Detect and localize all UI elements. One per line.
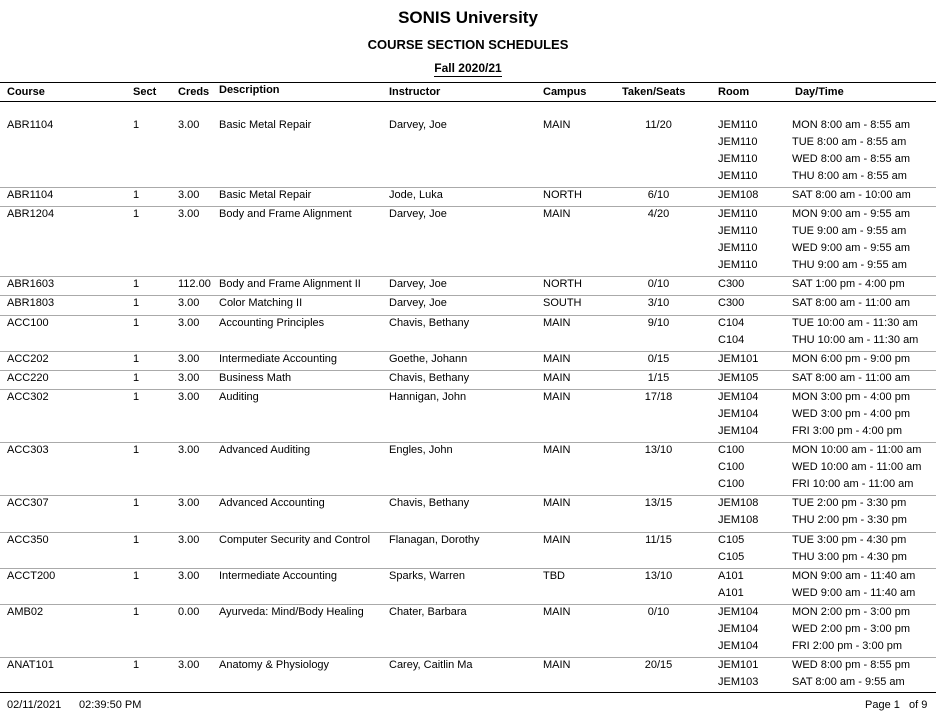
cell-sect: 1: [133, 189, 140, 201]
room-entry: JEM101: [718, 659, 759, 671]
day-time-entry: MON 6:00 pm - 9:00 pm: [792, 353, 910, 365]
column-header-row: [0, 82, 936, 102]
cell-description: Auditing: [219, 391, 259, 403]
room-entry: JEM110: [718, 242, 758, 254]
cell-course: ABR1104: [7, 189, 54, 201]
cell-creds: 3.00: [178, 353, 200, 365]
table-row: [0, 315, 936, 352]
cell-course: ANAT101: [7, 659, 54, 671]
report-term: [0, 61, 936, 75]
cell-instructor: Darvey, Joe: [389, 119, 447, 131]
cell-taken-seats: 0/10: [647, 606, 670, 618]
cell-creds: 3.00: [178, 391, 200, 403]
day-time-entry: SAT 8:00 am - 11:00 am: [792, 297, 911, 309]
cell-instructor: Chavis, Bethany: [389, 372, 470, 384]
day-time-entry: MON 8:00 am - 8:55 am: [792, 119, 910, 131]
cell-creds: 3.00: [178, 659, 200, 671]
cell-campus: MAIN: [543, 606, 571, 618]
cell-sect: 1: [133, 659, 140, 671]
day-time-entry: MON 10:00 am - 11:00 am: [792, 444, 922, 456]
cell-sect: 1: [133, 570, 140, 582]
room-entry: JEM110: [718, 225, 758, 237]
cell-day-times: [792, 117, 910, 185]
cell-sect: 1: [133, 297, 140, 309]
day-time-entry: WED 8:00 am - 8:55 am: [792, 153, 910, 165]
table-row: [0, 370, 936, 390]
cell-instructor: Hannigan, John: [389, 391, 467, 403]
cell-campus: SOUTH: [543, 297, 582, 309]
cell-description: Basic Metal Repair: [219, 189, 312, 201]
cell-rooms: [718, 187, 758, 204]
cell-creds: 3.00: [178, 570, 200, 582]
cell-creds: 3.00: [178, 297, 200, 309]
cell-campus: TBD: [543, 570, 565, 582]
cell-instructor: Sparks, Warren: [389, 570, 466, 582]
cell-sect: 1: [133, 444, 140, 456]
room-entry: JEM108: [718, 189, 759, 201]
cell-instructor: Jode, Luka: [389, 189, 443, 201]
room-entry: JEM110: [718, 136, 758, 148]
room-entry: JEM110: [718, 208, 758, 220]
day-time-entry: MON 3:00 pm - 4:00 pm: [792, 391, 910, 403]
cell-day-times: [792, 315, 918, 349]
cell-rooms: [718, 389, 758, 440]
cell-campus: MAIN: [543, 353, 571, 365]
cell-rooms: [718, 206, 758, 274]
cell-instructor: Engles, John: [389, 444, 453, 456]
cell-sect: 1: [133, 372, 140, 384]
cell-day-times: [792, 295, 910, 312]
room-entry: JEM105: [718, 372, 759, 384]
day-time-entry: WED 8:00 pm - 8:55 pm: [792, 659, 910, 671]
table-row: [0, 276, 936, 296]
print-date: 02/11/2021: [7, 699, 62, 711]
cell-taken-seats: 3/10: [647, 297, 670, 309]
cell-day-times: [792, 276, 905, 293]
footer-divider: [0, 692, 936, 693]
cell-sect: 1: [133, 278, 140, 290]
room-entry: JEM110: [718, 259, 758, 271]
room-entry: JEM108: [718, 514, 759, 526]
day-time-entry: THU 9:00 am - 9:55 am: [792, 259, 907, 271]
cell-creds: 112.00: [178, 278, 211, 290]
cell-rooms: [718, 370, 758, 387]
cell-instructor: Darvey, Joe: [389, 208, 447, 220]
room-entry: JEM104: [718, 606, 759, 618]
cell-course: ACC303: [7, 444, 49, 456]
cell-instructor: Chater, Barbara: [389, 606, 467, 618]
room-entry: JEM108: [718, 497, 759, 509]
cell-creds: 3.00: [178, 119, 200, 131]
day-time-entry: THU 3:00 pm - 4:30 pm: [792, 551, 907, 563]
cell-description: Accounting Principles: [219, 317, 325, 329]
cell-rooms: [718, 276, 744, 293]
cell-campus: MAIN: [543, 391, 571, 403]
cell-course: ACC100: [7, 317, 49, 329]
table-row: [0, 187, 936, 207]
cell-description: Intermediate Accounting: [219, 570, 338, 582]
cell-taken-seats: 13/15: [644, 497, 673, 509]
cell-course: ACC220: [7, 372, 49, 384]
table-row: [0, 568, 936, 605]
cell-campus: MAIN: [543, 372, 571, 384]
table-row: [0, 495, 936, 533]
cell-taken-seats: 13/10: [644, 444, 673, 456]
cell-instructor: Goethe, Johann: [389, 353, 468, 365]
room-entry: C104: [718, 317, 745, 329]
day-time-entry: SAT 8:00 am - 11:00 am: [792, 372, 911, 384]
cell-instructor: Chavis, Bethany: [389, 497, 470, 509]
cell-creds: 0.00: [178, 606, 200, 618]
col-sect: Sect: [133, 86, 157, 98]
cell-description: Advanced Accounting: [219, 497, 325, 509]
day-time-entry: SAT 8:00 am - 9:55 am: [792, 676, 905, 688]
room-entry: A101: [718, 587, 744, 599]
cell-course: ABR1603: [7, 278, 55, 290]
room-entry: C300: [718, 297, 745, 309]
table-row: [0, 206, 936, 277]
cell-instructor: Darvey, Joe: [389, 278, 447, 290]
day-time-entry: SAT 1:00 pm - 4:00 pm: [792, 278, 905, 290]
room-entry: JEM101: [718, 353, 759, 365]
cell-description: Computer Security and Control: [219, 534, 371, 546]
cell-description: Ayurveda: Mind/Body Healing: [219, 606, 364, 618]
cell-creds: 3.00: [178, 189, 200, 201]
cell-taken-seats: 1/15: [647, 372, 670, 384]
cell-instructor: Chavis, Bethany: [389, 317, 470, 329]
cell-creds: 3.00: [178, 444, 200, 456]
day-time-entry: TUE 8:00 am - 8:55 am: [792, 136, 907, 148]
cell-day-times: [792, 495, 907, 529]
day-time-entry: WED 9:00 am - 11:40 am: [792, 587, 916, 599]
day-time-entry: TUE 10:00 am - 11:30 am: [792, 317, 918, 329]
room-entry: JEM104: [718, 425, 759, 437]
cell-taken-seats: 4/20: [647, 208, 670, 220]
cell-sect: 1: [133, 119, 140, 131]
table-row: [0, 389, 936, 443]
cell-campus: NORTH: [543, 278, 582, 290]
cell-course: AMB02: [7, 606, 44, 618]
cell-sect: 1: [133, 497, 140, 509]
cell-day-times: [792, 370, 910, 387]
room-entry: JEM104: [718, 391, 759, 403]
cell-description: Business Math: [219, 372, 292, 384]
cell-day-times: [792, 389, 910, 440]
cell-sect: 1: [133, 391, 140, 403]
report-title: SONIS University: [398, 8, 538, 27]
cell-course: ACCT200: [7, 570, 56, 582]
cell-instructor: Darvey, Joe: [389, 297, 447, 309]
page-total: of 9: [909, 699, 928, 711]
page-number: Page 1: [865, 699, 900, 711]
cell-day-times: [792, 206, 910, 274]
cell-course: ABR1204: [7, 208, 55, 220]
cell-creds: 3.00: [178, 208, 200, 220]
day-time-entry: FRI 2:00 pm - 3:00 pm: [792, 640, 903, 652]
cell-creds: 3.00: [178, 497, 200, 509]
day-time-entry: THU 8:00 am - 8:55 am: [792, 170, 907, 182]
day-time-entry: MON 2:00 pm - 3:00 pm: [792, 606, 910, 618]
cell-taken-seats: 0/15: [647, 353, 670, 365]
cell-taken-seats: 17/18: [644, 391, 673, 403]
term-label: Fall 2020/21: [434, 61, 502, 75]
day-time-entry: WED 2:00 pm - 3:00 pm: [792, 623, 910, 635]
cell-campus: MAIN: [543, 444, 571, 456]
cell-creds: 3.00: [178, 372, 200, 384]
cell-day-times: [792, 604, 910, 655]
cell-rooms: [718, 604, 758, 655]
room-entry: JEM103: [718, 676, 759, 688]
table-row: [0, 117, 936, 188]
cell-course: ACC307: [7, 497, 49, 509]
cell-day-times: [792, 532, 907, 566]
cell-rooms: [718, 117, 758, 185]
cell-day-times: [792, 351, 910, 368]
cell-campus: MAIN: [543, 317, 571, 329]
day-time-entry: SAT 8:00 am - 10:00 am: [792, 189, 911, 201]
cell-taken-seats: 6/10: [647, 189, 670, 201]
day-time-entry: WED 9:00 am - 9:55 am: [792, 242, 910, 254]
room-entry: JEM104: [718, 640, 759, 652]
cell-description: Anatomy & Physiology: [219, 659, 330, 671]
room-entry: C100: [718, 461, 745, 473]
room-entry: JEM110: [718, 153, 758, 165]
cell-rooms: [718, 532, 744, 566]
day-time-entry: TUE 3:00 pm - 4:30 pm: [792, 534, 907, 546]
day-time-entry: THU 10:00 am - 11:30 am: [792, 334, 919, 346]
cell-taken-seats: 13/10: [644, 570, 673, 582]
cell-description: Body and Frame Alignment II: [219, 278, 361, 290]
cell-creds: 3.00: [178, 317, 200, 329]
room-entry: JEM110: [718, 119, 758, 131]
cell-campus: NORTH: [543, 189, 582, 201]
cell-campus: MAIN: [543, 208, 571, 220]
room-entry: JEM110: [718, 170, 758, 182]
cell-day-times: [792, 657, 910, 691]
table-row: [0, 657, 936, 693]
report-subtitle: COURSE SECTION SCHEDULES: [367, 37, 569, 52]
cell-sect: 1: [133, 317, 140, 329]
cell-day-times: [792, 568, 915, 602]
col-creds: Creds: [178, 86, 210, 98]
cell-description: Body and Frame Alignment: [219, 208, 352, 220]
day-time-entry: WED 10:00 am - 11:00 am: [792, 461, 922, 473]
cell-campus: MAIN: [543, 497, 571, 509]
room-entry: C104: [718, 334, 745, 346]
table-row: [0, 604, 936, 658]
day-time-entry: TUE 2:00 pm - 3:30 pm: [792, 497, 907, 509]
col-room: Room: [718, 86, 750, 98]
cell-rooms: [718, 657, 758, 691]
cell-creds: 3.00: [178, 534, 200, 546]
cell-sect: 1: [133, 606, 140, 618]
cell-rooms: [718, 315, 744, 349]
day-time-entry: FRI 3:00 pm - 4:00 pm: [792, 425, 903, 437]
day-time-entry: THU 2:00 pm - 3:30 pm: [792, 514, 907, 526]
cell-rooms: [718, 495, 758, 529]
cell-description: Intermediate Accounting: [219, 353, 338, 365]
col-taken-seats: Taken/Seats: [622, 86, 686, 98]
room-entry: C300: [718, 278, 745, 290]
room-entry: C105: [718, 534, 745, 546]
cell-campus: MAIN: [543, 534, 571, 546]
col-description: Description: [219, 84, 280, 96]
cell-campus: MAIN: [543, 119, 571, 131]
day-time-entry: MON 9:00 am - 9:55 am: [792, 208, 910, 220]
print-time: 02:39:50 PM: [79, 699, 142, 711]
room-entry: C100: [718, 478, 745, 490]
cell-taken-seats: 9/10: [647, 317, 670, 329]
cell-sect: 1: [133, 208, 140, 220]
day-time-entry: TUE 9:00 am - 9:55 am: [792, 225, 907, 237]
cell-course: ABR1104: [7, 119, 54, 131]
cell-rooms: [718, 351, 758, 368]
col-instructor: Instructor: [389, 86, 441, 98]
cell-description: Color Matching II: [219, 297, 303, 309]
cell-rooms: [718, 295, 744, 312]
cell-description: Advanced Auditing: [219, 444, 311, 456]
cell-course: ACC202: [7, 353, 49, 365]
table-row: [0, 442, 936, 496]
cell-taken-seats: 11/15: [645, 534, 672, 546]
cell-course: ACC302: [7, 391, 49, 403]
cell-taken-seats: 0/10: [647, 278, 670, 290]
table-row: [0, 351, 936, 371]
cell-sect: 1: [133, 353, 140, 365]
cell-course: ABR1803: [7, 297, 55, 309]
room-entry: JEM104: [718, 408, 759, 420]
cell-taken-seats: 11/20: [645, 119, 672, 131]
room-entry: C105: [718, 551, 745, 563]
cell-instructor: Carey, Caitlin Ma: [389, 659, 473, 671]
table-row: [0, 532, 936, 569]
day-time-entry: WED 3:00 pm - 4:00 pm: [792, 408, 910, 420]
cell-rooms: [718, 442, 744, 493]
room-entry: A101: [718, 570, 744, 582]
cell-description: Basic Metal Repair: [219, 119, 312, 131]
cell-course: ACC350: [7, 534, 49, 546]
table-row: [0, 295, 936, 316]
cell-taken-seats: 20/15: [644, 659, 673, 671]
cell-instructor: Flanagan, Dorothy: [389, 534, 480, 546]
col-day-time: Day/Time: [795, 86, 844, 98]
room-entry: C100: [718, 444, 745, 456]
day-time-entry: MON 9:00 am - 11:40 am: [792, 570, 916, 582]
col-course: Course: [7, 86, 45, 98]
day-time-entry: FRI 10:00 am - 11:00 am: [792, 478, 914, 490]
cell-sect: 1: [133, 534, 140, 546]
col-campus: Campus: [543, 86, 587, 98]
room-entry: JEM104: [718, 623, 759, 635]
cell-rooms: [718, 568, 744, 602]
cell-day-times: [792, 442, 921, 493]
cell-day-times: [792, 187, 911, 204]
cell-campus: MAIN: [543, 659, 571, 671]
